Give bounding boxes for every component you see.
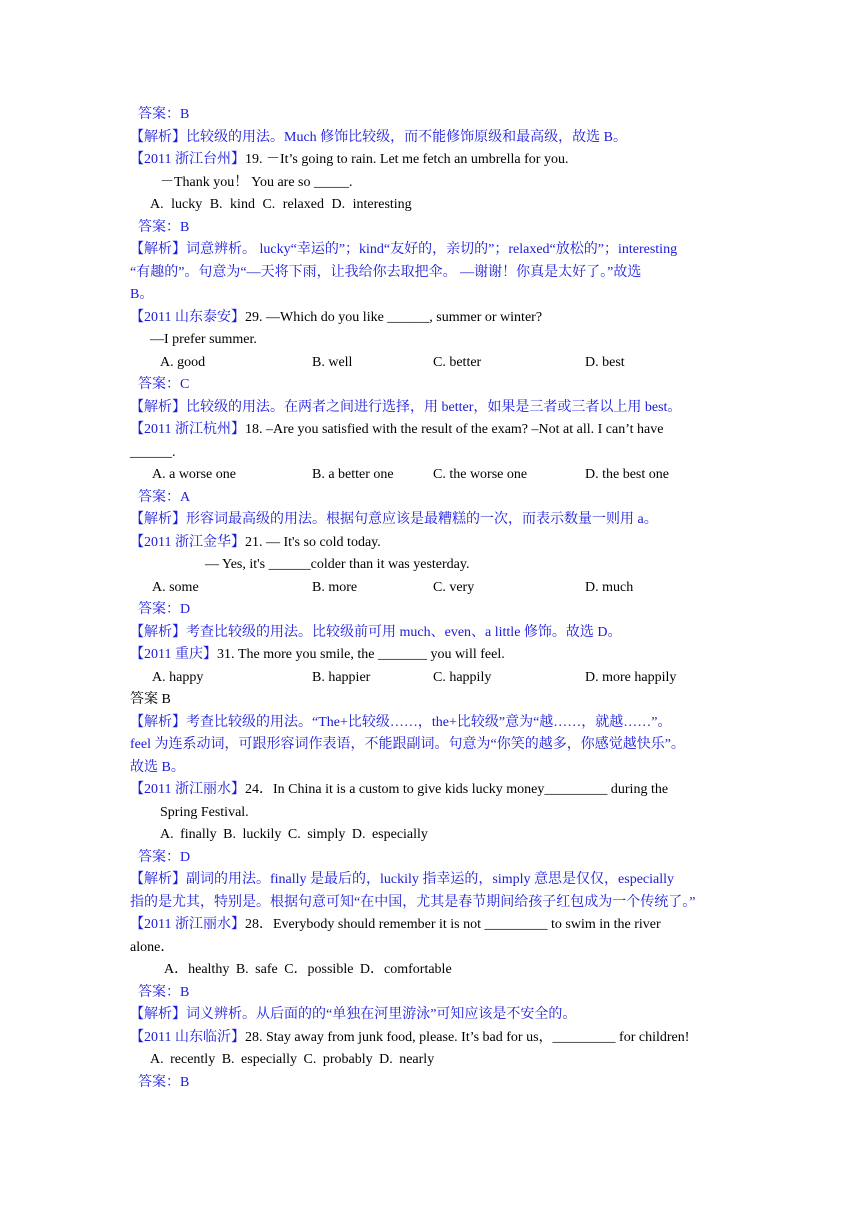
- question-line: [130, 914, 732, 937]
- question-line: [130, 779, 732, 802]
- answer-line: 答案：B: [138, 219, 190, 235]
- answer-line: 答案：A: [138, 489, 191, 505]
- options-line: A. recently B. especially C. probably D. nearly: [150, 1052, 435, 1067]
- explanation-line: 指的是尤其，特别是。根据句意可知“在中国，尤其是春节期间给孩子红包成为一个传统了。”: [130, 894, 696, 910]
- option-d: D. much: [585, 579, 634, 595]
- question-line: Spring Festival.: [160, 804, 249, 820]
- explanation-line: 【解析】比较级的用法。Much 修饰比较级，而不能修饰原级和最高级，故选 B。: [130, 129, 627, 145]
- source-tag: 【2011 浙江金华】: [130, 534, 245, 550]
- explanation-line: 故选 B。: [130, 759, 185, 775]
- source-tag: 【2011 山东临沂】: [130, 1029, 245, 1045]
- question-text: 31. The more you smile, the _______ you will feel.: [216, 647, 505, 662]
- option-b: B. well: [312, 354, 353, 370]
- options-line: [130, 352, 732, 375]
- option-d: D. best: [585, 354, 625, 370]
- explanation-line: 【解析】副词的用法。finally 是最后的，luckily 指幸运的，simply 意思是仅仅，especially: [130, 872, 675, 887]
- question-text: 24．In China it is a custom to give kids lucky money_________ during the: [244, 782, 669, 797]
- source-tag: 【2011 浙江台州】: [130, 152, 245, 167]
- question-text: 28. Stay away from junk food, please. It’s bad for us，_________ for children!: [244, 1029, 690, 1045]
- question-line: [130, 644, 732, 667]
- question-line: — Yes, it's ______colder than it was yesterday.: [205, 557, 470, 572]
- question-line: ______.: [130, 444, 176, 460]
- question-text: 18. –Are you satisfied with the result of the exam? –Not at all. I can’t have: [244, 422, 664, 437]
- question-text: 19. －It’s going to rain. Let me fetch an umbrella for you.: [244, 152, 569, 167]
- answer-line: 答案 B: [130, 692, 171, 707]
- question-line: [130, 532, 732, 555]
- explanation-line: 【解析】考查比较级的用法。比较级前可用 much、even、a little 修饰。故选 D。: [130, 624, 622, 640]
- answer-line: 答案：B: [138, 1074, 190, 1090]
- option-b: B. happier: [312, 669, 371, 685]
- explanation-line: B。: [130, 287, 154, 302]
- option-c: C. very: [433, 579, 475, 595]
- option-d: D. more happily: [585, 669, 677, 685]
- explanation-line: feel 为连系动词，可跟形容词作表语，不能跟副词。句意为“你笑的越多，你感觉越快乐”。: [130, 737, 685, 752]
- option-a: A. a worse one: [152, 467, 236, 482]
- question-line: [130, 307, 732, 330]
- question-text: 21. — It's so cold today.: [244, 534, 381, 550]
- question-text: 28．Everybody should remember it is not _________ to swim in the river: [244, 917, 661, 932]
- explanation-line: “有趣的”。句意为“—天将下雨，让我给你去取把伞。 —谢谢！你真是太好了。”故选: [130, 264, 642, 280]
- answer-line: 答案：D: [138, 849, 191, 865]
- question-line: [130, 149, 732, 172]
- question-line: alone．: [130, 939, 175, 955]
- question-line: [130, 1027, 732, 1050]
- options-line: A．healthy B. safe C．possible D．comfortable: [164, 962, 452, 977]
- question-line: [130, 419, 732, 442]
- option-a: A. good: [160, 354, 206, 370]
- source-tag: 【2011 重庆】: [130, 647, 217, 662]
- option-c: C. the worse one: [433, 467, 528, 482]
- answer-line: 答案：D: [138, 602, 191, 617]
- question-line: —I prefer summer.: [150, 332, 257, 347]
- option-c: C. happily: [433, 669, 492, 685]
- options-line: A. finally B. luckily C. simply D. especially: [160, 827, 428, 842]
- explanation-line: 【解析】形容词最高级的用法。根据句意应该是最糟糕的一次，而表示数量一则用 a。: [130, 512, 658, 527]
- options-line: [130, 577, 732, 600]
- explanation-line: 【解析】比较级的用法。在两者之间进行选择，用 better，如果是三者或三者以上用 best。: [130, 399, 682, 415]
- source-tag: 【2011 浙江丽水】: [130, 782, 245, 797]
- option-b: B. more: [312, 579, 358, 595]
- explanation-line: 【解析】词义辨析。从后面的的“单独在河里游泳”可知应该是不安全的。: [130, 1007, 577, 1022]
- options-line: A. lucky B. kind C. relaxed D. interesting: [150, 197, 412, 212]
- options-line: [130, 464, 732, 487]
- option-c: C. better: [433, 354, 482, 370]
- answer-line: 答案：B: [138, 107, 190, 122]
- explanation-line: 【解析】考查比较级的用法。“The+比较级……，the+比较级”意为“越……，就越……”。: [130, 714, 672, 730]
- source-tag: 【2011 浙江杭州】: [130, 422, 245, 437]
- option-a: A. some: [152, 579, 199, 595]
- option-b: B. a better one: [312, 467, 394, 482]
- explanation-line: 【解析】词意辨析。 lucky“幸运的”；kind“友好的，亲切的”；relaxed“放松的”；interesting: [130, 242, 678, 257]
- document-page: [130, 104, 732, 1094]
- answer-line: 答案：C: [138, 377, 190, 392]
- question-line: －Thank you！ You are so _____.: [160, 174, 353, 190]
- options-line: [130, 667, 732, 690]
- source-tag: 【2011 浙江丽水】: [130, 917, 245, 932]
- question-text: 29. —Which do you like ______, summer or winter?: [244, 309, 543, 325]
- option-a: A. happy: [152, 669, 204, 685]
- source-tag: 【2011 山东泰安】: [130, 309, 245, 325]
- option-d: D. the best one: [585, 467, 669, 482]
- answer-line: 答案：B: [138, 984, 190, 1000]
